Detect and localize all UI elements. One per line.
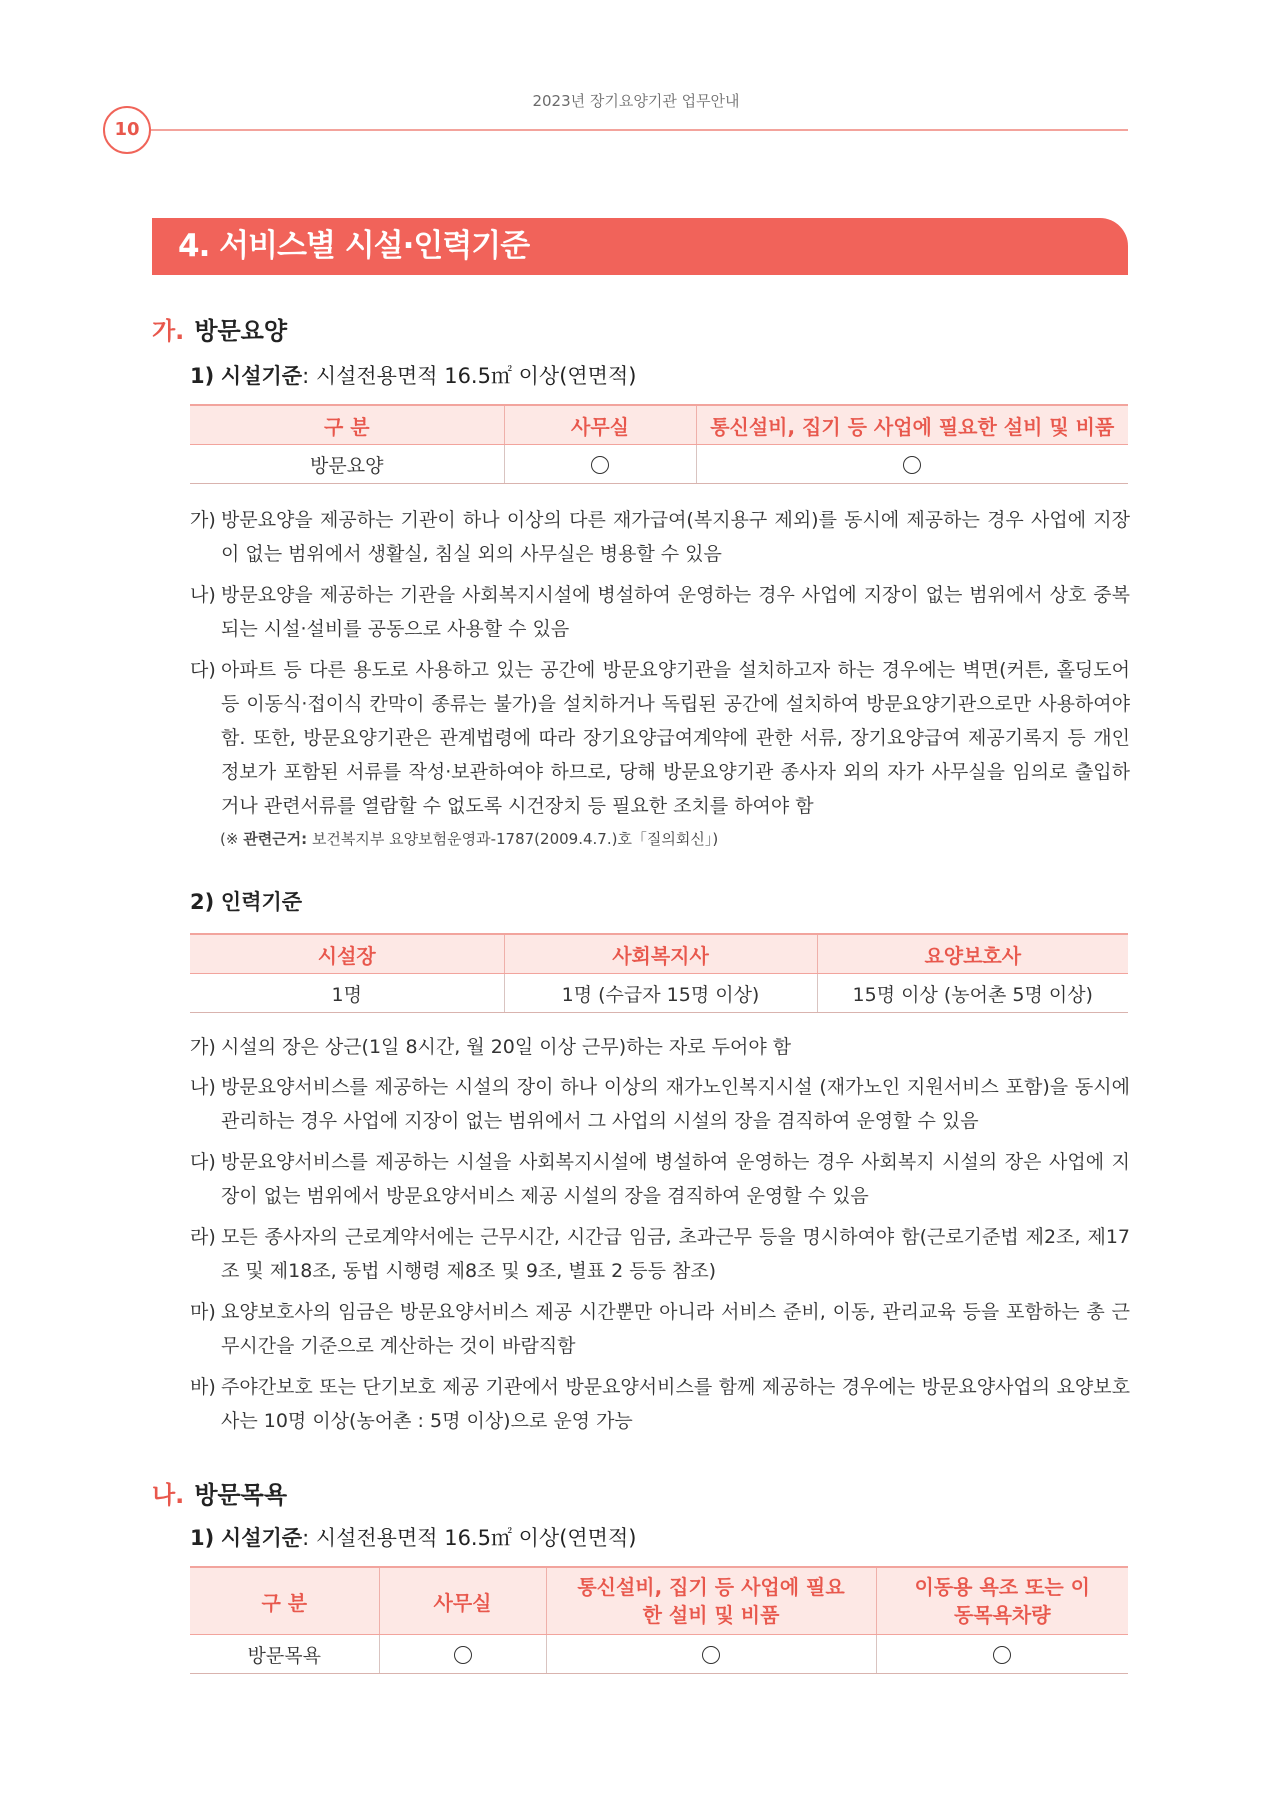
circle-mark-icon <box>454 1646 472 1664</box>
note-item <box>190 653 1130 823</box>
table-header-row <box>190 405 1128 445</box>
table-header-cell: 통신설비, 집기 등 사업에 필요한 설비 및 비품 <box>696 405 1128 445</box>
facility-table-visit-bath <box>190 1566 1128 1674</box>
table-header-cell: 사회복지사 <box>504 934 817 974</box>
table-cell <box>379 1635 546 1674</box>
facility-standard-heading <box>190 360 636 390</box>
table-header-cell: 시설장 <box>190 934 504 974</box>
table-cell <box>876 1635 1128 1674</box>
note-text: 시설의 장은 상근(1일 8시간, 월 20일 이상 근무)하는 자로 두어야 함 <box>221 1036 792 1058</box>
table-header-cell: 사무실 <box>504 405 696 445</box>
circle-mark-icon <box>903 456 921 474</box>
note-label: 바) <box>190 1376 216 1398</box>
reference-text: 보건복지부 요양보험운영과-1787(2009.4.7.)호「질의회신」) <box>307 830 719 848</box>
note-item <box>190 1220 1130 1288</box>
note-item <box>190 1370 1130 1438</box>
table-cell: 방문목욕 <box>190 1635 379 1674</box>
table-header-cell: 요양보호사 <box>817 934 1128 974</box>
page-number: 10 <box>103 106 151 154</box>
subsection-title: 방문요양 <box>194 317 288 345</box>
subsection-marker: 나. <box>152 1481 185 1509</box>
note-text: 요양보호사의 임금은 방문요양서비스 제공 시간뿐만 아니라 서비스 준비, 이동, 관리교육 등을 포함하는 총 근무시간을 기준으로 계산하는 것이 바람직함 <box>221 1301 1130 1357</box>
note-text: 방문요양을 제공하는 기관을 사회복지시설에 병설하여 운영하는 경우 사업에 지장이 없는 범위에서 상호 중복되는 시설·설비를 공동으로 사용할 수 있음 <box>221 584 1130 640</box>
section-title-banner: 4. 서비스별 시설·인력기준 <box>152 218 1128 275</box>
circle-mark-icon <box>993 1646 1011 1664</box>
table-row <box>190 1635 1128 1674</box>
heading-bold: 시설기준 <box>220 1526 303 1550</box>
note-item <box>190 1145 1130 1213</box>
table-header-cell: 사무실 <box>379 1567 546 1635</box>
note-text: 방문요양을 제공하는 기관이 하나 이상의 다른 재가급여(복지용구 제외)를 동시에 제공하는 경우 사업에 지장이 없는 범위에서 생활실, 침실 외의 사무실은 병용할 수 있음 <box>221 509 1130 565</box>
note-text: 주야간보호 또는 단기보호 제공 기관에서 방문요양서비스를 함께 제공하는 경우에는 방문요양사업의 요양보호사는 10명 이상(농어촌 : 5명 이상)으로 운영 가능 <box>221 1376 1130 1432</box>
heading-rest: : 시설전용면적 16.5㎡ 이상(연면적) <box>302 364 637 388</box>
table-header-cell: 통신설비, 집기 등 사업에 필요한 설비 및 비품 <box>546 1567 876 1635</box>
note-text: 방문요양서비스를 제공하는 시설을 사회복지시설에 병설하여 운영하는 경우 사회복지 시설의 장은 사업에 지장이 없는 범위에서 방문요양서비스 제공 시설의 장을 겸직하여 운영할 수 있음 <box>221 1151 1130 1207</box>
subsection-heading-visit-bath <box>152 1475 287 1510</box>
staff-standard-heading <box>190 886 302 916</box>
note-item <box>190 1030 1130 1064</box>
running-header-title: 2023년 장기요양기관 업무안내 <box>532 92 740 110</box>
reference-note <box>220 828 718 849</box>
table-cell: 1명 (수급자 15명 이상) <box>504 974 817 1013</box>
staff-table-visit-care <box>190 933 1128 1013</box>
subsection-marker: 가. <box>152 317 185 345</box>
heading-rest: : 시설전용면적 16.5㎡ 이상(연면적) <box>302 1526 637 1550</box>
note-text: 방문요양서비스를 제공하는 시설의 장이 하나 이상의 재가노인복지시설 (재가노인 지원서비스 포함)을 동시에 관리하는 경우 사업에 지장이 없는 범위에서 그 사업의 시설의 장을 겸직하여 운영할 수 있음 <box>221 1076 1130 1132</box>
table-header-cell: 이동용 욕조 또는 이동목욕차량 <box>876 1567 1128 1635</box>
heading-number: 1) <box>190 1526 215 1550</box>
heading-bold: 시설기준 <box>220 364 303 388</box>
note-text: 모든 종사자의 근로계약서에는 근무시간, 시간급 임금, 초과근무 등을 명시하여야 함(근로기준법 제2조, 제17조 및 제18조, 동법 시행령 제8조 및 9조, 별표 2 등등 참조) <box>221 1226 1130 1282</box>
heading-number: 1) <box>190 364 215 388</box>
table-cell: 1명 <box>190 974 504 1013</box>
note-label: 라) <box>190 1226 216 1248</box>
table-header-cell: 구 분 <box>190 405 504 445</box>
note-label: 가) <box>190 1036 216 1058</box>
note-label: 다) <box>190 1151 216 1173</box>
subsection-heading-visit-care <box>152 311 287 346</box>
reference-prefix: (※ <box>220 830 244 848</box>
note-label: 나) <box>190 584 216 606</box>
table-header-row <box>190 934 1128 974</box>
facility-table-visit-care <box>190 404 1128 484</box>
table-cell <box>546 1635 876 1674</box>
heading-bold: 인력기준 <box>220 890 303 914</box>
note-label: 다) <box>190 659 216 681</box>
note-label: 나) <box>190 1076 216 1098</box>
table-cell: 15명 이상 (농어촌 5명 이상) <box>817 974 1128 1013</box>
facility-standard-heading <box>190 1522 636 1552</box>
table-row <box>190 445 1128 484</box>
table-cell <box>696 445 1128 484</box>
circle-mark-icon <box>702 1646 720 1664</box>
heading-number: 2) <box>190 890 215 914</box>
note-item <box>190 578 1130 646</box>
table-cell <box>504 445 696 484</box>
table-header-row <box>190 1567 1128 1635</box>
reference-label: 관련근거: <box>243 830 308 848</box>
note-item <box>190 1295 1130 1363</box>
table-cell: 방문요양 <box>190 445 504 484</box>
note-label: 마) <box>190 1301 216 1323</box>
note-item <box>190 1070 1130 1138</box>
table-header-cell: 구 분 <box>190 1567 379 1635</box>
table-row <box>190 974 1128 1013</box>
circle-mark-icon <box>591 456 609 474</box>
subsection-title: 방문목욕 <box>194 1481 288 1509</box>
header-rule <box>151 129 1128 131</box>
note-label: 가) <box>190 509 216 531</box>
note-text: 아파트 등 다른 용도로 사용하고 있는 공간에 방문요양기관을 설치하고자 하는 경우에는 벽면(커튼, 홀딩도어 등 이동식·접이식 칸막이 종류는 불가)을 설치하거나 독립된 공간에 설치하여 방문요양기관으로만 사용하여야 함. 또한, 방문요양기관은 관계법령에 따라 장기요양급여계약에 관한 서류, 장기요양급여 제공기록지 등 개인정보가 포함된 서류를 작성·보관하여야 하므로, 당해 방문요양기관 종사자 외의 자가 사무실을 임의로 출입하거나 관련서류를 열람할 수 없도록 시건장치 등 필요한 조치를 하여야 함 <box>221 659 1130 817</box>
note-item <box>190 503 1130 571</box>
